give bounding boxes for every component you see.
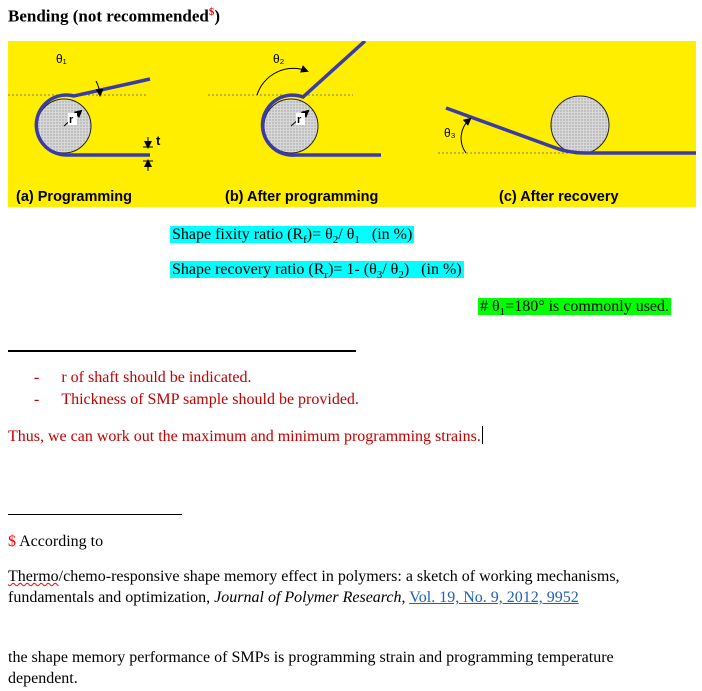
panel-c-label: (c) After recovery — [499, 189, 619, 205]
bending-figure — [8, 41, 696, 207]
conclusion-text: Thus, we can work out the maximum and minimum programming strains. — [8, 428, 481, 445]
reference-link[interactable]: Vol. 19, No. 9, 2012, 9952 — [409, 589, 579, 606]
footnote-rule — [8, 514, 182, 515]
panel-c-diagram — [438, 96, 696, 154]
svg-text:θ₃: θ₃ — [444, 126, 456, 140]
footnote-lead: $ According to — [8, 533, 104, 550]
theta-note: # $\theta_1=180^\circ$ is commonly used. — [480, 298, 670, 319]
footnote-marker: $ — [208, 6, 215, 18]
svg-text:t: t — [156, 133, 161, 148]
closing-text: the shape memory performance of SMPs is programming strain and programming temperature dependent. — [8, 649, 614, 687]
panel-a-diagram — [8, 52, 161, 171]
svg-text:θ₂: θ₂ — [273, 52, 285, 66]
bending-diagram — [8, 41, 696, 207]
fixity-ratio-formula: Shape fixity ratio $(R_f)= \theta_2/$ $\theta_1$ (in %) — [172, 226, 413, 247]
panel-b-label: (b) After programming — [225, 189, 379, 205]
reference-citation: Thermo/chemo-responsive shape memory effect in polymers: a sketch of working mechanisms, fundamentals and optimization, Journal of Polymer Research, Vol. 19, No. 9, 2012, 9952 — [8, 568, 620, 606]
panel-b-diagram — [208, 41, 381, 155]
section-heading: Bending (not recommended$) — [8, 6, 221, 26]
recovery-ratio-formula: Shape recovery ratio $(R_r)= 1-$ ($\theta_3/$ $\theta_2$) (in %) — [172, 261, 462, 282]
spellcheck-word: Thermo — [8, 568, 59, 585]
divider-rule — [8, 350, 356, 352]
bullet-item: - r of shaft should be indicated. — [34, 369, 252, 386]
text-cursor — [482, 426, 483, 444]
panel-a-label: (a) Programming — [16, 189, 133, 205]
svg-text:θ₁: θ₁ — [56, 52, 67, 66]
svg-text:r: r — [69, 114, 74, 126]
svg-text:r: r — [297, 114, 302, 126]
bullet-item: - Thickness of SMP sample should be provided. — [34, 391, 359, 408]
